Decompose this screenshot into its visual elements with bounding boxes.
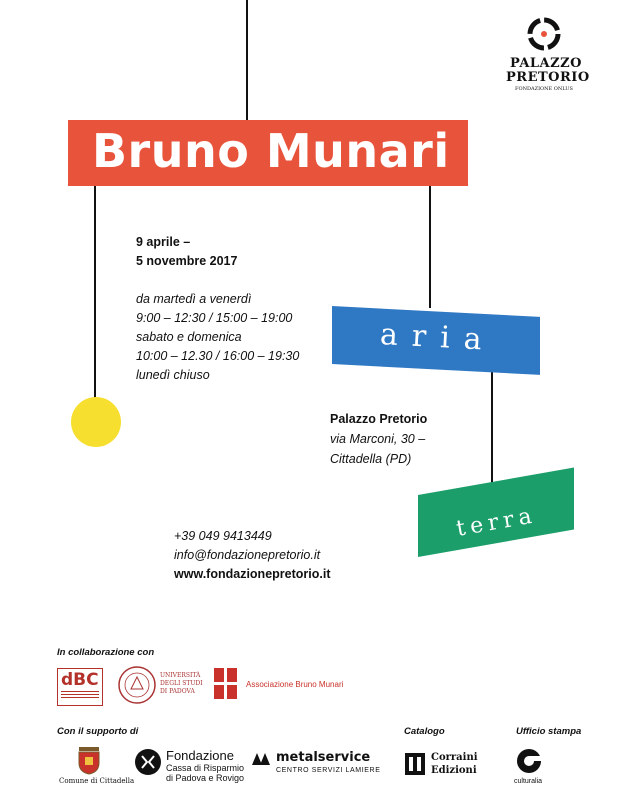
page-title: Bruno Munari bbox=[92, 124, 450, 178]
dbc-logo-text: dBC bbox=[61, 670, 99, 690]
unipd-label: UNIVERSITÀ DEGLI STUDI DI PADOVA bbox=[160, 672, 203, 695]
metalservice-mark-icon bbox=[252, 753, 274, 765]
hours-line: 10:00 – 12.30 / 16:00 – 19:30 bbox=[136, 349, 300, 363]
dbc-logo bbox=[57, 668, 103, 706]
culturalia-label: culturalia bbox=[514, 778, 543, 785]
fondazione-line2: Cassa di Risparmio bbox=[166, 763, 245, 773]
hours-line: sabato e domenica bbox=[136, 330, 242, 344]
metalservice-line1: metalservice bbox=[276, 750, 371, 765]
mobile-line-title-left bbox=[94, 186, 96, 399]
comune-label: Comune di Cittadella bbox=[59, 777, 135, 785]
corraini-line1: Corraini bbox=[431, 752, 478, 763]
comune-crest-icon bbox=[76, 745, 102, 775]
venue-address: via Marconi, 30 – bbox=[330, 432, 426, 446]
mobile-line-title-right bbox=[429, 186, 431, 308]
hours-line: da martedì a venerdì bbox=[136, 292, 252, 306]
logo-line3: FONDAZIONE ONLUS bbox=[515, 86, 573, 92]
collab-heading: In collaborazione con bbox=[57, 647, 155, 658]
ufficio-heading: Ufficio stampa bbox=[516, 726, 582, 737]
hours-line: lunedì chiuso bbox=[136, 368, 210, 382]
contact-phone[interactable]: +39 049 9413449 bbox=[174, 529, 272, 543]
venue-name: Palazzo Pretorio bbox=[330, 412, 428, 426]
dates-line1: 9 aprile – bbox=[136, 235, 191, 249]
logo-line2: PRETORIO bbox=[506, 70, 590, 85]
contact-web[interactable]: www.fondazionepretorio.it bbox=[174, 567, 331, 581]
fondazione-mark-icon bbox=[134, 748, 162, 776]
logo-line1: PALAZZO bbox=[510, 56, 582, 71]
hours-line: 9:00 – 12:30 / 15:00 – 19:00 bbox=[136, 311, 293, 325]
venue-city: Cittadella (PD) bbox=[330, 452, 412, 466]
logo-ring-icon bbox=[526, 16, 562, 52]
catalogo-heading: Catalogo bbox=[404, 726, 445, 737]
yellow-circle bbox=[71, 397, 121, 447]
contact-email[interactable]: info@fondazionepretorio.it bbox=[174, 548, 321, 562]
munari-logo bbox=[214, 666, 242, 706]
support-heading: Con il supporto di bbox=[57, 726, 139, 737]
aria-label: aria bbox=[379, 316, 497, 359]
munari-label: Associazione Bruno Munari bbox=[246, 680, 344, 689]
fondazione-line1: Fondazione bbox=[166, 748, 234, 763]
mobile-line-top bbox=[246, 0, 248, 120]
fondazione-line3: di Padova e Rovigo bbox=[166, 773, 245, 783]
corraini-line2: Edizioni bbox=[431, 765, 477, 776]
terra-label: terra bbox=[454, 503, 539, 542]
corraini-mark-icon bbox=[404, 752, 426, 776]
metalservice-line2: CENTRO SERVIZI LAMIERE bbox=[276, 767, 381, 774]
culturalia-mark-icon bbox=[516, 748, 542, 774]
dates-line2: 5 novembre 2017 bbox=[136, 254, 238, 268]
unipd-seal-icon bbox=[117, 665, 157, 705]
